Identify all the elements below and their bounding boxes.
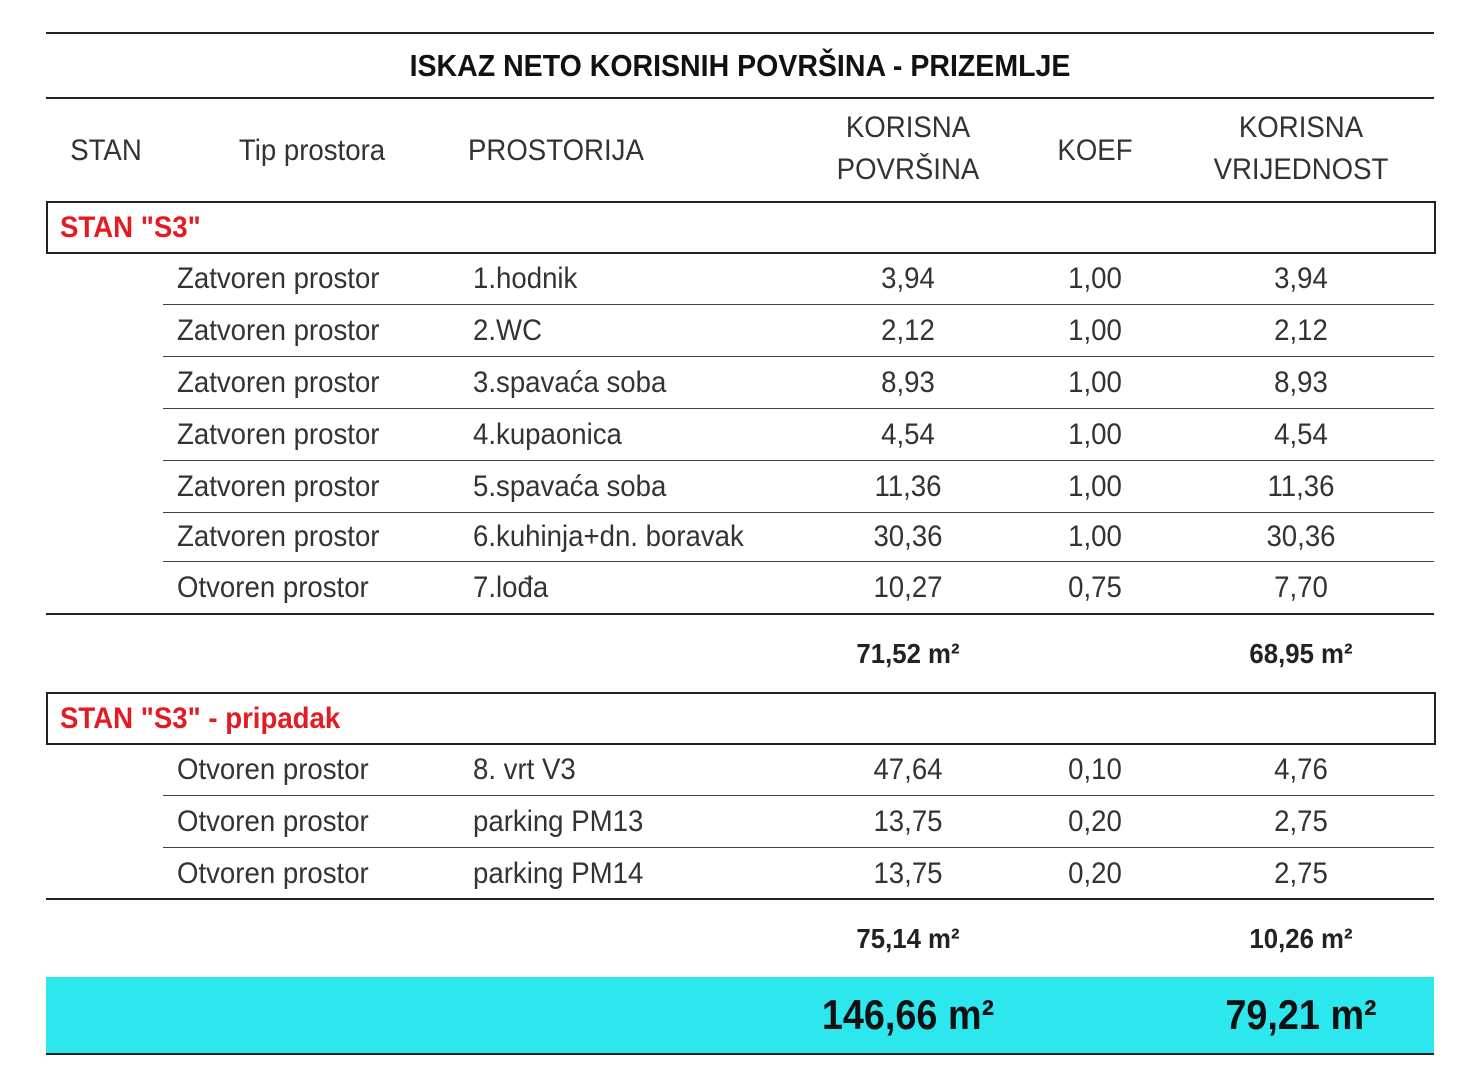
- section-box-stan-s3: [46, 201, 1436, 254]
- header-prostorija: PROSTORIJA: [468, 134, 644, 167]
- cell-koef: 1,00: [1068, 262, 1122, 295]
- section-total-value: 10,26 m²: [1249, 923, 1353, 954]
- table-row: [163, 796, 1434, 848]
- cell-prostorija: 5.spavaća soba: [473, 470, 667, 503]
- cell-koef: 0,10: [1068, 753, 1122, 786]
- cell-korisna-povrsina: 11,36: [874, 470, 942, 503]
- header-korisna-povrsina-line2: POVRŠINA: [836, 153, 980, 186]
- header-korisna-vrijednost-line1: KORISNA: [1238, 111, 1364, 144]
- section-total-rule: [46, 898, 1434, 900]
- cell-korisna-povrsina: 30,36: [873, 520, 943, 553]
- cell-koef: 0,75: [1068, 571, 1122, 604]
- header-korisna-vrijednost-line2: VRIJEDNOST: [1213, 153, 1389, 186]
- table-row: [163, 848, 1434, 900]
- cell-korisna-povrsina: 2,12: [881, 314, 935, 347]
- section-label: STAN "S3": [60, 211, 201, 244]
- table-row: [163, 305, 1434, 357]
- cell-koef: 0,20: [1068, 805, 1122, 838]
- cell-prostorija: parking PM14: [473, 857, 644, 890]
- cell-korisna-vrijednost: 2,75: [1274, 857, 1328, 890]
- section-label: STAN "S3" - pripadak: [60, 702, 341, 735]
- cell-korisna-povrsina: 10,27: [873, 571, 943, 604]
- grand-total-value: 79,21 m²: [1225, 991, 1377, 1038]
- page-title: ISKAZ NETO KORISNIH POVRŠINA - PRIZEMLJE: [409, 48, 1071, 83]
- cell-korisna-vrijednost: 2,75: [1274, 805, 1328, 838]
- header-tip-prostora: Tip prostora: [238, 134, 386, 167]
- cell-prostorija: 8. vrt V3: [473, 753, 576, 786]
- cell-korisna-vrijednost: 8,93: [1274, 366, 1328, 399]
- grand-total-area: 146,66 m²: [821, 991, 995, 1038]
- cell-korisna-povrsina: 13,75: [873, 805, 943, 838]
- cell-tip-prostora: Otvoren prostor: [177, 753, 369, 786]
- cell-tip-prostora: Otvoren prostor: [177, 571, 369, 604]
- cell-koef: 1,00: [1068, 470, 1122, 503]
- cell-prostorija: parking PM13: [473, 805, 644, 838]
- cell-prostorija: 4.kupaonica: [473, 418, 622, 451]
- cell-tip-prostora: Zatvoren prostor: [177, 262, 380, 295]
- cell-korisna-povrsina: 4,54: [881, 418, 935, 451]
- table-row: [163, 409, 1434, 461]
- cell-korisna-vrijednost: 30,36: [1266, 520, 1336, 553]
- cell-koef: 1,00: [1068, 366, 1122, 399]
- cell-korisna-povrsina: 13,75: [873, 857, 943, 890]
- cell-prostorija: 2.WC: [473, 314, 542, 347]
- cell-tip-prostora: Zatvoren prostor: [177, 418, 380, 451]
- cell-korisna-vrijednost: 4,76: [1274, 753, 1328, 786]
- section-total-value: 68,95 m²: [1249, 638, 1353, 669]
- cell-korisna-vrijednost: 4,54: [1274, 418, 1328, 451]
- table-row: [163, 744, 1434, 796]
- cell-koef: 0,20: [1068, 857, 1122, 890]
- cell-tip-prostora: Otvoren prostor: [177, 805, 369, 838]
- section-box-stan-s3-pripadak: [46, 692, 1436, 745]
- table-row: [163, 511, 1434, 562]
- table-row: [163, 357, 1434, 409]
- cell-koef: 1,00: [1068, 418, 1122, 451]
- title-rule: [46, 97, 1434, 99]
- cell-korisna-vrijednost: 11,36: [1267, 470, 1335, 503]
- section-total-area: 75,14 m²: [856, 923, 960, 954]
- cell-prostorija: 3.spavaća soba: [473, 366, 667, 399]
- table-row: [163, 253, 1434, 305]
- cell-prostorija: 1.hodnik: [473, 262, 578, 295]
- header-koef: KOEF: [1057, 134, 1133, 167]
- cell-koef: 1,00: [1068, 314, 1122, 347]
- cell-korisna-vrijednost: 3,94: [1274, 262, 1328, 295]
- cell-tip-prostora: Otvoren prostor: [177, 857, 369, 890]
- header-stan: STAN: [70, 134, 142, 167]
- cell-koef: 1,00: [1068, 520, 1122, 553]
- table-row: [163, 461, 1434, 513]
- table-row: [163, 562, 1434, 614]
- section-total-area: 71,52 m²: [856, 638, 960, 669]
- top-rule: [46, 32, 1434, 34]
- cell-tip-prostora: Zatvoren prostor: [177, 366, 380, 399]
- grand-total-band: [46, 977, 1434, 1053]
- cell-tip-prostora: Zatvoren prostor: [177, 314, 380, 347]
- cell-prostorija: 7.lođa: [473, 571, 549, 604]
- cell-korisna-povrsina: 47,64: [873, 753, 943, 786]
- cell-tip-prostora: Zatvoren prostor: [177, 470, 380, 503]
- cell-korisna-vrijednost: 2,12: [1274, 314, 1328, 347]
- cell-korisna-povrsina: 8,93: [881, 366, 935, 399]
- header-korisna-povrsina-line1: KORISNA: [845, 111, 971, 144]
- section-total-rule: [46, 613, 1434, 615]
- cell-tip-prostora: Zatvoren prostor: [177, 520, 380, 553]
- cell-korisna-vrijednost: 7,70: [1274, 571, 1328, 604]
- bottom-rule: [46, 1053, 1434, 1055]
- cell-korisna-povrsina: 3,94: [881, 262, 935, 295]
- cell-prostorija: 6.kuhinja+dn. boravak: [473, 520, 744, 553]
